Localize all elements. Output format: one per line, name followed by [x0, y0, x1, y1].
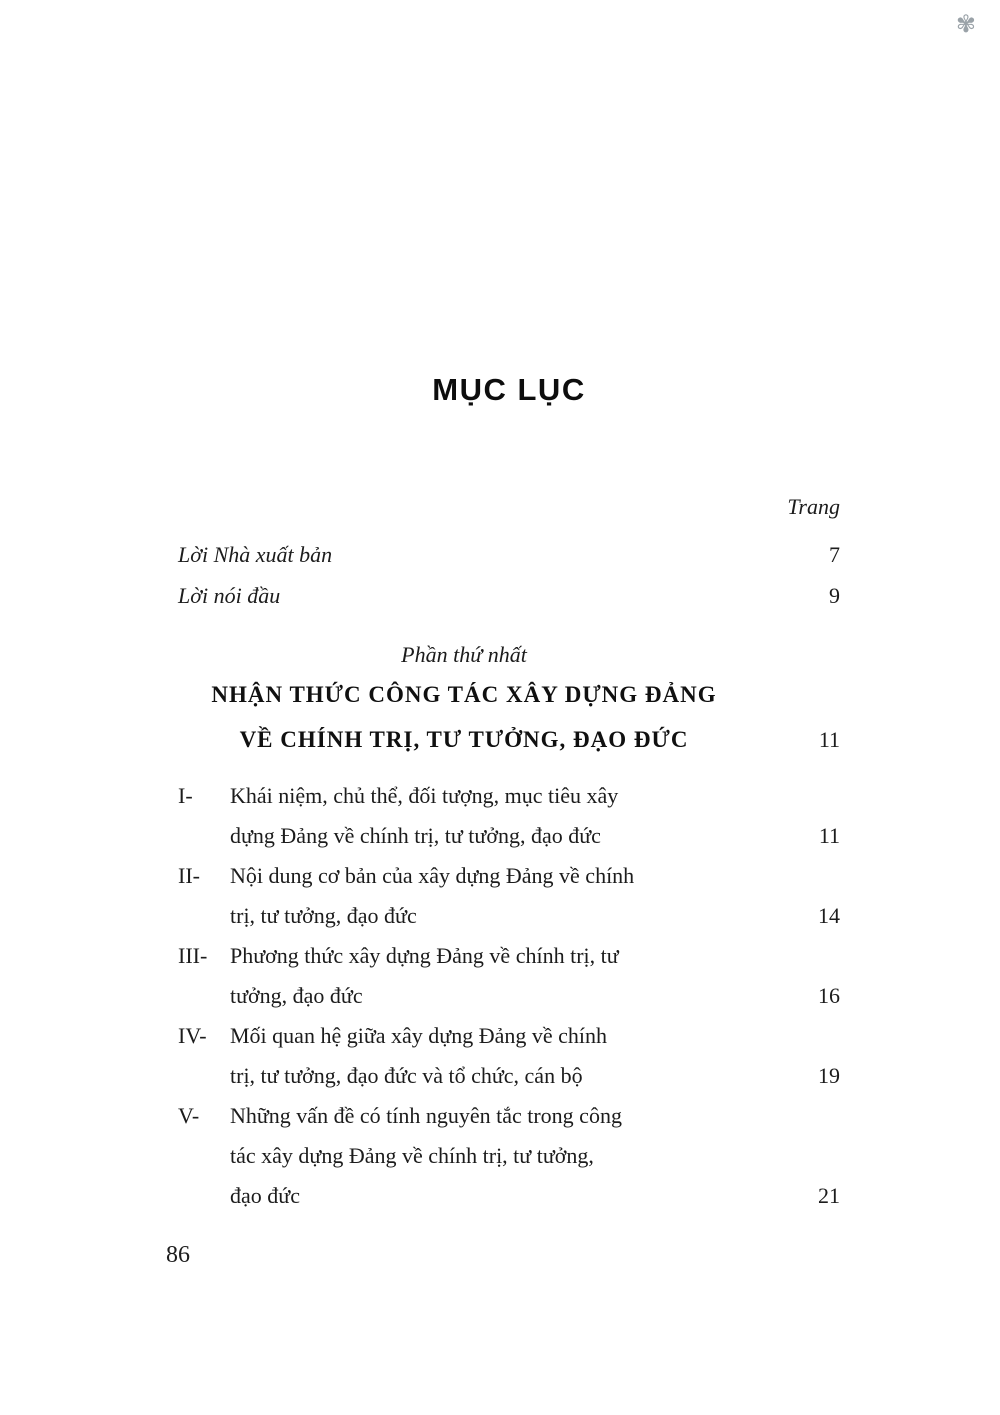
toc-item-line: Khái niệm, chủ thể, đối tượng, mục tiêu xây: [230, 783, 619, 808]
toc-item-line: tưởng, đạo đức: [230, 983, 363, 1008]
front-matter-row: [178, 534, 840, 575]
toc-item-line: đạo đức: [230, 1183, 300, 1208]
part-kicker: Phần thứ nhất: [401, 642, 527, 667]
toc-item-numeral: V-: [178, 1103, 200, 1128]
flower-ornament-icon: ✾: [955, 10, 976, 38]
toc-item-4: [178, 1016, 840, 1096]
toc-item-line: dựng Đảng về chính trị, tư tưởng, đạo đức: [230, 823, 601, 848]
toc-item-line: Những vấn đề có tính nguyên tắc trong công: [230, 1103, 622, 1128]
toc-title: MỤC LỤC: [432, 372, 586, 407]
front-matter-row: [178, 575, 840, 616]
toc-item-text: [230, 936, 750, 1016]
toc-item-page: 21: [818, 1183, 840, 1208]
part-title-line: NHẬN THỨC CÔNG TÁC XÂY DỰNG ĐẢNG: [211, 682, 717, 707]
toc-item-2: [178, 856, 840, 936]
toc-item-line: Phương thức xây dựng Đảng về chính trị, tư: [230, 943, 619, 968]
toc-items: [178, 776, 840, 1216]
part-title-line: VỀ CHÍNH TRỊ, TƯ TƯỞNG, ĐẠO ĐỨC: [239, 727, 689, 752]
folio-page-number: 86: [166, 1242, 190, 1268]
page-column-header: Trang: [787, 494, 840, 519]
toc-item-3: [178, 936, 840, 1016]
toc-item-page: 11: [818, 823, 840, 848]
part-heading-text: [178, 638, 750, 762]
front-matter-page: 7: [829, 542, 840, 567]
front-matter-page: 9: [829, 583, 840, 608]
part-heading: [178, 638, 840, 762]
toc-item-page: 14: [818, 903, 840, 928]
front-matter-label: Lời Nhà xuất bản: [178, 542, 333, 567]
toc-item-text: [230, 1016, 750, 1096]
toc-item-line: trị, tư tưởng, đạo đức: [230, 903, 417, 928]
toc-item-line: Mối quan hệ giữa xây dựng Đảng về chính: [230, 1023, 607, 1048]
toc-item-numeral: II-: [178, 863, 200, 888]
toc-item-page: 16: [818, 983, 840, 1008]
toc-item-line: Nội dung cơ bản của xây dựng Đảng về chính: [230, 863, 635, 888]
toc-item-5: [178, 1096, 840, 1216]
toc-item-line: trị, tư tưởng, đạo đức và tổ chức, cán bộ: [230, 1063, 583, 1088]
toc-item-numeral: III-: [178, 943, 208, 968]
toc-item-numeral: I-: [178, 783, 193, 808]
toc-item-line: tác xây dựng Đảng về chính trị, tư tưởng,: [230, 1143, 594, 1168]
toc-item-text: [230, 856, 750, 936]
front-matter-label: Lời nói đầu: [178, 583, 281, 608]
toc-item-numeral: IV-: [178, 1023, 207, 1048]
toc-item-1: [178, 776, 840, 856]
part-page: 11: [818, 727, 840, 752]
toc-item-text: [230, 1096, 750, 1216]
front-matter-list: [178, 534, 840, 616]
toc-item-page: 19: [818, 1063, 840, 1088]
toc-item-text: [230, 776, 750, 856]
